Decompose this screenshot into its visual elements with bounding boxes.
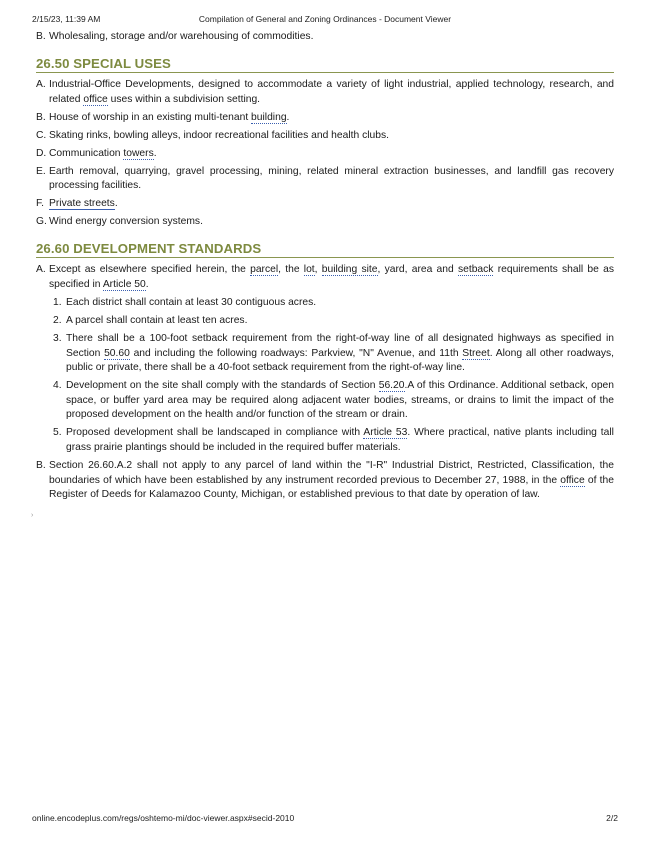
link-office[interactable]: office: [560, 474, 585, 486]
print-header: [32, 14, 618, 26]
item-text: Section 26.60.A.2 shall not apply to any parcel of land within the "I-R" Industrial District, Restricted, Classification, the boundaries of which have been established by any instrument recorded previous to December 27, 1988, in the: [49, 459, 614, 486]
item-text: requirements shall be as specified in: [49, 264, 614, 291]
link-street[interactable]: Street: [462, 347, 490, 359]
print-footer: [32, 813, 618, 825]
list-marker: C.: [36, 129, 47, 141]
sub-list-item: [36, 332, 614, 376]
page-number: 2/2: [606, 813, 618, 823]
list-item: [36, 197, 614, 212]
list-marker: 2.: [53, 315, 62, 327]
item-text: ,: [314, 264, 322, 276]
list-item: [36, 78, 614, 107]
item-text: , the: [278, 264, 304, 276]
list-marker: B.: [36, 31, 46, 42]
link-building[interactable]: building: [251, 111, 287, 123]
section-heading-26-60: 26.60 DEVELOPMENT STANDARDS: [36, 242, 614, 259]
link-article-53[interactable]: Article 53: [363, 427, 408, 439]
list-item: [36, 263, 614, 292]
item-text: .A of this Ordinance. Additional setback, open space, or buffer yard area may be required along adjacent water bodies, streams, or drains to limit the impact of the proposed development on the health and/or function of the stream or drain.: [66, 380, 615, 421]
sub-list-item: [36, 314, 614, 329]
list-item: [36, 165, 614, 194]
sub-list-item: [36, 296, 614, 311]
item-text: Each district shall contain at least 30 contiguous acres.: [66, 297, 317, 309]
list-marker: E.: [36, 165, 46, 177]
list-item: [36, 459, 614, 503]
link-article-50[interactable]: Article 50: [102, 279, 146, 291]
item-text: .: [114, 198, 118, 210]
list-marker: 1.: [53, 297, 62, 309]
item-text: .: [286, 111, 290, 123]
link-private-streets[interactable]: Private streets: [49, 198, 115, 210]
link-parcel[interactable]: parcel: [250, 264, 279, 276]
list-item: [36, 111, 614, 126]
list-marker: B.: [36, 111, 46, 123]
item-text: uses within a subdivision setting.: [107, 93, 261, 105]
item-text: Development on the site shall comply with the standards of Section: [66, 380, 379, 392]
list-marker: 3.: [53, 333, 62, 345]
link-lot[interactable]: lot: [303, 264, 315, 276]
list-marker: F.: [36, 198, 45, 210]
list-item: [36, 129, 614, 144]
list-marker: 5.: [53, 427, 62, 439]
item-text: , yard, area and: [377, 264, 458, 276]
link-section-56-20[interactable]: 56.20: [378, 380, 405, 392]
item-text: A parcel shall contain at least ten acres.: [66, 315, 248, 327]
item-text: Communication: [49, 147, 124, 159]
item-text: Earth removal, quarrying, gravel processing, mining, related mineral extraction businesses, and landfill gas recovery processing facilities.: [49, 165, 614, 192]
page-break-mark-icon: ›: [31, 512, 34, 519]
link-office[interactable]: office: [83, 93, 108, 105]
list-marker: B.: [36, 459, 46, 471]
link-towers[interactable]: towers: [123, 147, 154, 159]
link-section-50-60[interactable]: 50.60: [104, 347, 130, 359]
item-text: House of worship in an existing multi-tenant: [49, 111, 252, 123]
item-text: . Along all other roadways, public or private, there shall be a 40-foot setback requirement from the right-of-way line.: [66, 347, 614, 374]
item-text: of the Register of Deeds for Kalamazoo County, Michigan, or established previous to that date by operation of law.: [49, 474, 614, 501]
print-title: Compilation of General and Zoning Ordinances - Document Viewer: [198, 14, 452, 24]
list-marker: G.: [36, 216, 47, 228]
item-text: .: [145, 279, 149, 291]
item-text: .: [153, 147, 157, 159]
item-text: There shall be a 100-foot setback requirement from the right-of-way line of all designated highways as specified in Section: [66, 333, 614, 359]
item-text: Skating rinks, bowling alleys, indoor recreational facilities and health clubs.: [49, 129, 389, 141]
list-item: [36, 147, 614, 162]
sub-list-item: [36, 426, 614, 455]
list-marker: A.: [36, 264, 46, 276]
link-setback[interactable]: setback: [457, 264, 494, 276]
item-text: and including the following roadways: Parkview, "N" Avenue, and 11th: [129, 347, 463, 359]
item-text: Except as elsewhere specified herein, the: [49, 264, 251, 276]
list-marker: D.: [36, 147, 47, 159]
list-marker: A.: [36, 79, 46, 91]
list-marker: 4.: [53, 380, 62, 392]
list-item: [36, 30, 614, 45]
item-text: . Where practical, native plants including tall grass prairie plantings should be included in the required buffer materials.: [66, 427, 614, 453]
item-text: Industrial-Office Developments, designed to accommodate a variety of light industrial, applied technology, research, and related: [49, 79, 614, 105]
print-datetime: 2/15/23, 11:39 AM: [32, 14, 101, 24]
link-building-site[interactable]: building site: [321, 264, 378, 276]
item-text: Wind energy conversion systems.: [49, 216, 203, 228]
sub-list-item: [36, 379, 614, 423]
section-heading-26-50: 26.50 SPECIAL USES: [36, 57, 614, 74]
list-item: [36, 215, 614, 230]
document-body: [36, 30, 614, 506]
item-text: Wholesaling, storage and/or warehousing of commodities.: [49, 31, 314, 42]
print-url: online.encodeplus.com/regs/oshtemo-mi/doc-viewer.aspx#secid-2010: [32, 813, 295, 823]
item-text: Proposed development shall be landscaped in compliance with: [66, 427, 364, 439]
